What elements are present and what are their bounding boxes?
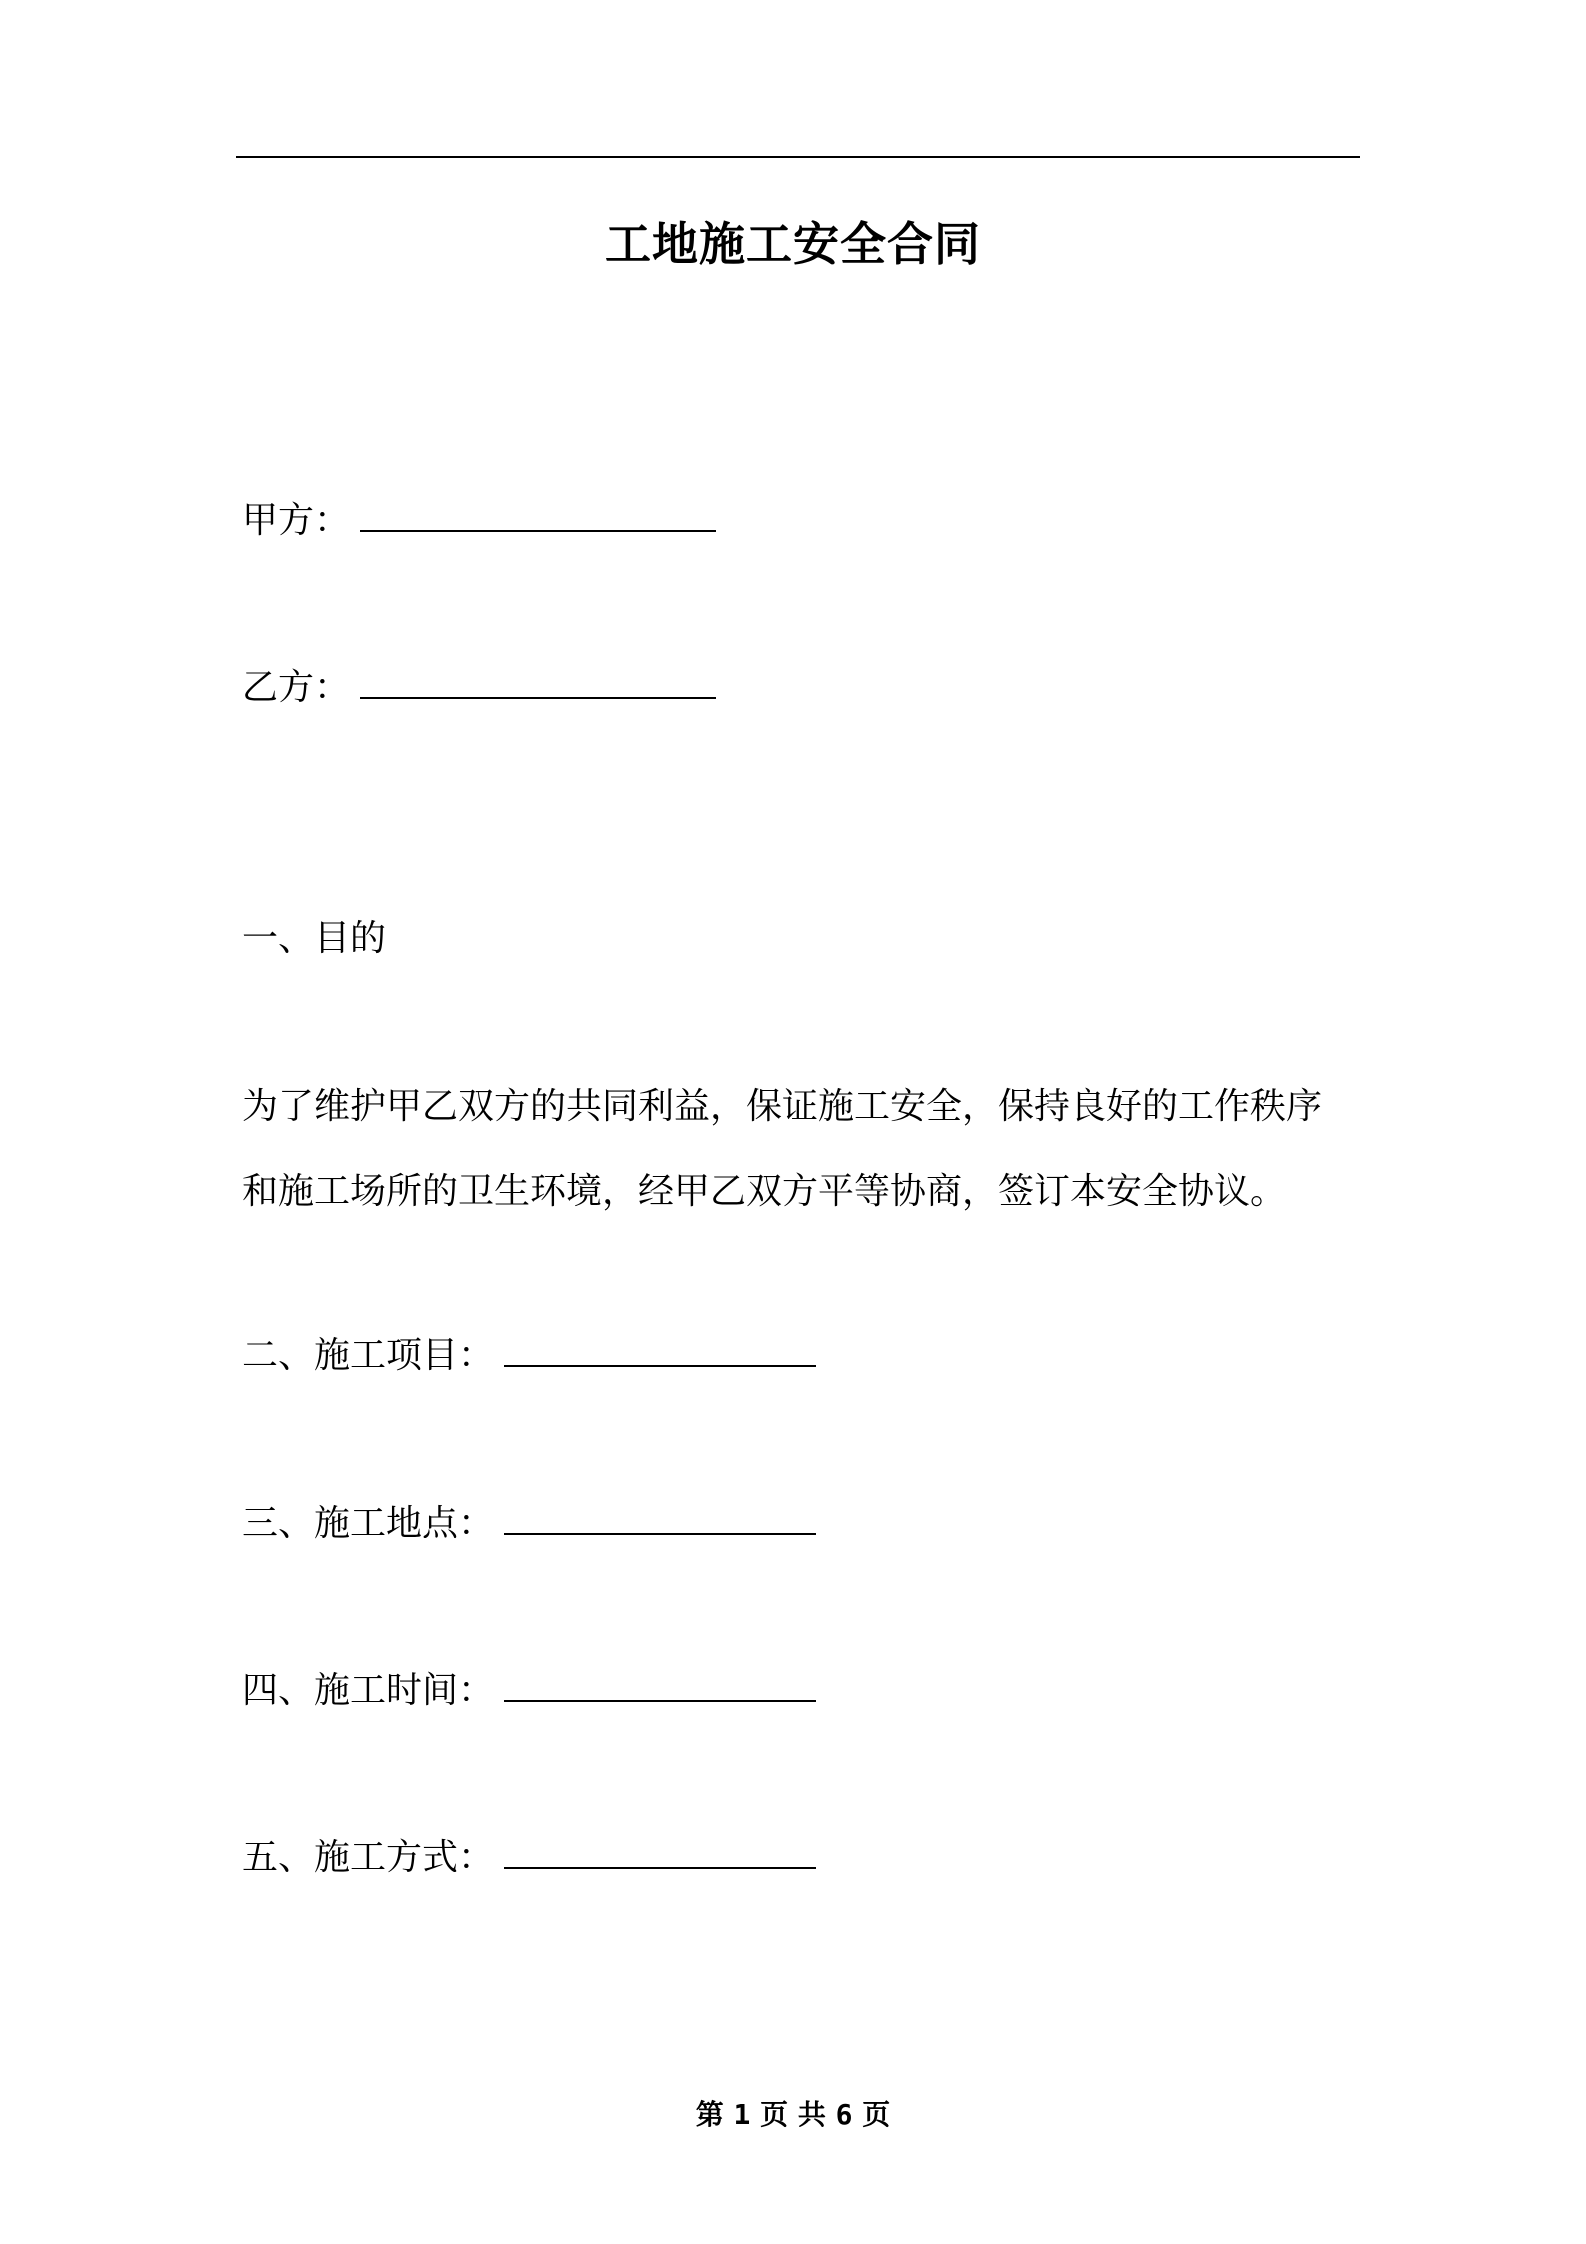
section-1-line-2: 和施工场所的卫生环境，经甲乙双方平等协商，签订本安全协议。	[242, 1171, 1287, 1212]
section-4-blank	[504, 1694, 816, 1702]
section-1-paragraph	[242, 1064, 1362, 1234]
section-2-label: 二、施工项目：	[242, 1335, 495, 1376]
party-a-label: 甲方：	[242, 500, 351, 541]
party-b-label: 乙方：	[242, 667, 351, 708]
footer-total-pages: 6	[835, 2098, 853, 2131]
section-5-blank	[504, 1861, 816, 1869]
footer-middle: 页 共	[760, 2098, 826, 2131]
section-4-line	[242, 1666, 816, 1716]
section-5-line	[242, 1833, 816, 1883]
party-b-line	[242, 663, 716, 713]
section-1-line-1: 为了维护甲乙双方的共同利益，保证施工安全，保持良好的工作秩序	[242, 1086, 1323, 1127]
section-5-label: 五、施工方式：	[242, 1837, 495, 1878]
page-footer	[0, 2095, 1586, 2135]
document-title: 工地施工安全合同	[605, 217, 981, 271]
footer-current-page: 1	[733, 2098, 751, 2131]
party-b-blank	[360, 691, 716, 699]
section-2-line	[242, 1331, 816, 1381]
section-3-blank	[504, 1527, 816, 1535]
footer-prefix: 第	[695, 2098, 724, 2131]
section-4-label: 四、施工时间：	[242, 1670, 495, 1711]
footer-suffix: 页	[862, 2098, 891, 2131]
section-3-line	[242, 1499, 816, 1549]
section-1-heading: 一、目的	[242, 918, 387, 959]
header-rule	[236, 156, 1360, 158]
party-a-blank	[360, 524, 716, 532]
section-2-blank	[504, 1359, 816, 1367]
party-a-line	[242, 496, 716, 546]
section-3-label: 三、施工地点：	[242, 1503, 495, 1544]
